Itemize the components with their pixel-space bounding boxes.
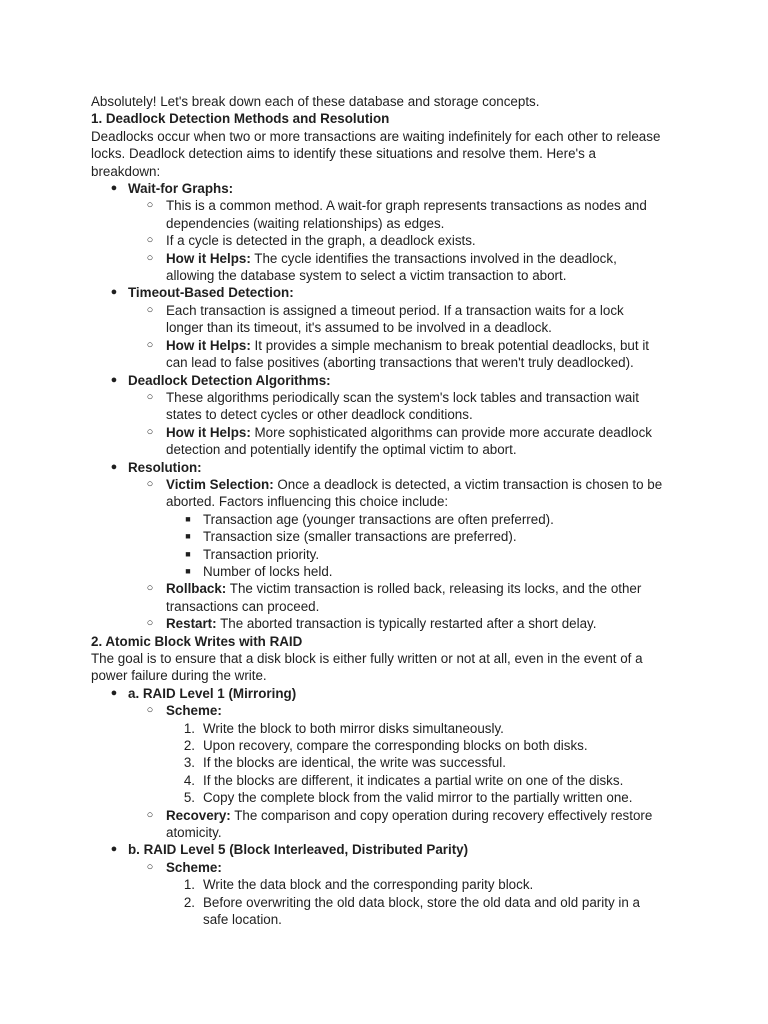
list-item-text: transactions can proceed.: [166, 598, 320, 614]
section-heading-raid: 2. Atomic Block Writes with RAID: [91, 633, 303, 649]
list-item: [146, 250, 691, 285]
list-item-title: Deadlock Detection Algorithms:: [128, 372, 331, 388]
list-item-text: Transaction priority.: [203, 546, 320, 562]
list-item: [146, 476, 691, 511]
bullet-marker: ○: [146, 860, 154, 873]
list-item: [185, 563, 691, 580]
numbered-item: [183, 737, 691, 754]
list-item-text: More sophisticated algorithms can provide more accurate deadlock: [250, 424, 652, 440]
bullet-marker: ○: [146, 704, 154, 717]
bullet-marker: ■: [185, 513, 191, 524]
numbered-item: [183, 754, 691, 771]
list-item: [146, 859, 691, 876]
list-item: [146, 702, 691, 719]
number-marker: 3.: [183, 755, 195, 771]
list-item-text: This is a common method. A wait-for graph represents transactions as nodes and: [166, 198, 647, 214]
bullet-marker: ○: [146, 808, 154, 821]
bullet-marker: ●: [110, 182, 118, 195]
number-marker: 2.: [183, 738, 195, 754]
bullet-marker: ●: [110, 686, 118, 699]
bullet-marker: ○: [146, 425, 154, 438]
paragraph-line: breakdown:: [91, 163, 161, 179]
list-item: [185, 511, 691, 528]
list-item: [146, 389, 691, 424]
bullet-marker: ○: [146, 303, 154, 316]
list-item-title: Wait-for Graphs:: [128, 181, 234, 197]
bullet-marker: ○: [146, 390, 154, 403]
bullet-marker: ○: [146, 234, 154, 247]
list-item-text: Upon recovery, compare the corresponding blocks on both disks.: [203, 738, 588, 754]
document-body: [91, 93, 691, 929]
bold-label: Rollback:: [166, 581, 227, 597]
bullet-marker: ●: [110, 373, 118, 386]
list-item-text: The aborted transaction is typically restarted after a short delay.: [216, 616, 597, 632]
list-item-text: Once a deadlock is detected, a victim transaction is chosen to be: [273, 476, 663, 492]
list-item: [146, 615, 691, 632]
number-marker: 5.: [183, 790, 195, 806]
list-item-text: The cycle identifies the transactions involved in the deadlock,: [250, 250, 617, 266]
list-item: [146, 337, 691, 372]
list-item-text: can lead to false positives (aborting transactions that weren't truly deadlocked).: [166, 355, 634, 371]
bullet-marker: ■: [185, 531, 191, 542]
paragraph-line: power failure during the write.: [91, 668, 267, 684]
list-item: [185, 546, 691, 563]
list-item-text: Write the block to both mirror disks simultaneously.: [203, 720, 504, 736]
bullet-marker: ○: [146, 617, 154, 630]
bullet-marker: ●: [110, 843, 118, 856]
list-item-resolution: [110, 459, 691, 476]
list-item-raid-level-5: [110, 841, 691, 858]
bold-label: How it Helps:: [166, 424, 251, 440]
number-marker: 2.: [183, 894, 195, 910]
numbered-item: [183, 720, 691, 737]
list-item-text: It provides a simple mechanism to break potential deadlocks, but it: [250, 337, 650, 353]
number-marker: 1.: [183, 877, 195, 893]
list-item-text: Transaction size (smaller transactions are preferred).: [203, 529, 517, 545]
bullet-marker: ■: [185, 565, 191, 576]
bullet-marker: ○: [146, 477, 154, 490]
paragraph-line: Deadlocks occur when two or more transactions are waiting indefinitely for each other to release: [91, 128, 661, 144]
section-heading-deadlock: 1. Deadlock Detection Methods and Resolution: [91, 111, 390, 127]
number-marker: 1.: [183, 720, 195, 736]
numbered-item: [183, 789, 691, 806]
numbered-item: [183, 772, 691, 789]
list-item-text: detection and potentially identify the optimal victim to abort.: [166, 442, 517, 458]
list-item-title: b. RAID Level 5 (Block Interleaved, Distributed Parity): [128, 842, 469, 858]
bullet-marker: ●: [110, 460, 118, 473]
bullet-marker: ○: [146, 338, 154, 351]
list-item: [185, 528, 691, 545]
numbered-item: [183, 876, 691, 893]
list-item-text: longer than its timeout, it's assumed to be involved in a deadlock.: [166, 320, 552, 336]
list-item-title: a. RAID Level 1 (Mirroring): [128, 685, 297, 701]
list-item-raid-level-1: [110, 685, 691, 702]
bullet-marker: ○: [146, 582, 154, 595]
list-item-text: Before overwriting the old data block, store the old data and old parity in a: [203, 894, 640, 910]
paragraph-line: The goal is to ensure that a disk block is either fully written or not at all, even in the event of a: [91, 651, 643, 666]
bullet-marker: ○: [146, 251, 154, 264]
bold-label: Recovery:: [166, 807, 231, 823]
list-item-text: Copy the complete block from the valid mirror to the partially written one.: [203, 790, 633, 806]
list-item-text: These algorithms periodically scan the system's lock tables and transaction wait: [166, 389, 639, 405]
numbered-item: [183, 894, 691, 929]
bold-label: Victim Selection:: [166, 476, 274, 492]
bold-label: How it Helps:: [166, 337, 251, 353]
bold-label: Scheme:: [166, 703, 222, 719]
list-item-text: Transaction age (younger transactions are often preferred).: [203, 511, 554, 527]
list-item-text: dependencies (waiting relationships) as edges.: [166, 215, 445, 231]
list-item-deadlock-detection-algorithms: [110, 372, 691, 389]
list-item-text: safe location.: [203, 912, 282, 928]
list-item-timeout-based-detection: [110, 284, 691, 301]
intro-text: Absolutely! Let's break down each of these database and storage concepts.: [91, 94, 540, 109]
bold-label: Scheme:: [166, 859, 222, 875]
bullet-marker: ■: [185, 548, 191, 559]
bullet-marker: ○: [146, 199, 154, 212]
list-item: [146, 197, 691, 232]
list-item: [146, 580, 691, 615]
list-item: [146, 424, 691, 459]
list-item-text: If the blocks are identical, the write was successful.: [203, 755, 506, 771]
bold-label: Restart:: [166, 616, 217, 632]
list-item-title: Timeout-Based Detection:: [128, 285, 294, 301]
bullet-marker: ●: [110, 286, 118, 299]
list-item-text: Each transaction is assigned a timeout period. If a transaction waits for a lock: [166, 302, 624, 318]
list-item: [146, 302, 691, 337]
list-item-text: If a cycle is detected in the graph, a deadlock exists.: [166, 233, 476, 249]
list-item-text: atomicity.: [166, 825, 222, 841]
list-item: [146, 807, 691, 842]
number-marker: 4.: [183, 772, 195, 788]
list-item-title: Resolution:: [128, 459, 202, 475]
list-item-text: Number of locks held.: [203, 563, 333, 579]
list-item-text: aborted. Factors influencing this choice include:: [166, 494, 449, 510]
list-item-wait-for-graphs: [110, 180, 691, 197]
list-item-text: Write the data block and the corresponding parity block.: [203, 877, 534, 893]
paragraph-line: locks. Deadlock detection aims to identify these situations and resolve them. Here's a: [91, 146, 596, 162]
list-item-text: allowing the database system to select a victim transaction to abort.: [166, 268, 567, 284]
list-item-text: states to detect cycles or other deadlock conditions.: [166, 407, 473, 423]
list-item-text: The victim transaction is rolled back, releasing its locks, and the other: [226, 581, 642, 597]
bold-label: How it Helps:: [166, 250, 251, 266]
list-item-text: The comparison and copy operation during recovery effectively restore: [230, 807, 653, 823]
list-item-text: If the blocks are different, it indicates a partial write on one of the disks.: [203, 772, 624, 788]
list-item: [146, 232, 691, 249]
